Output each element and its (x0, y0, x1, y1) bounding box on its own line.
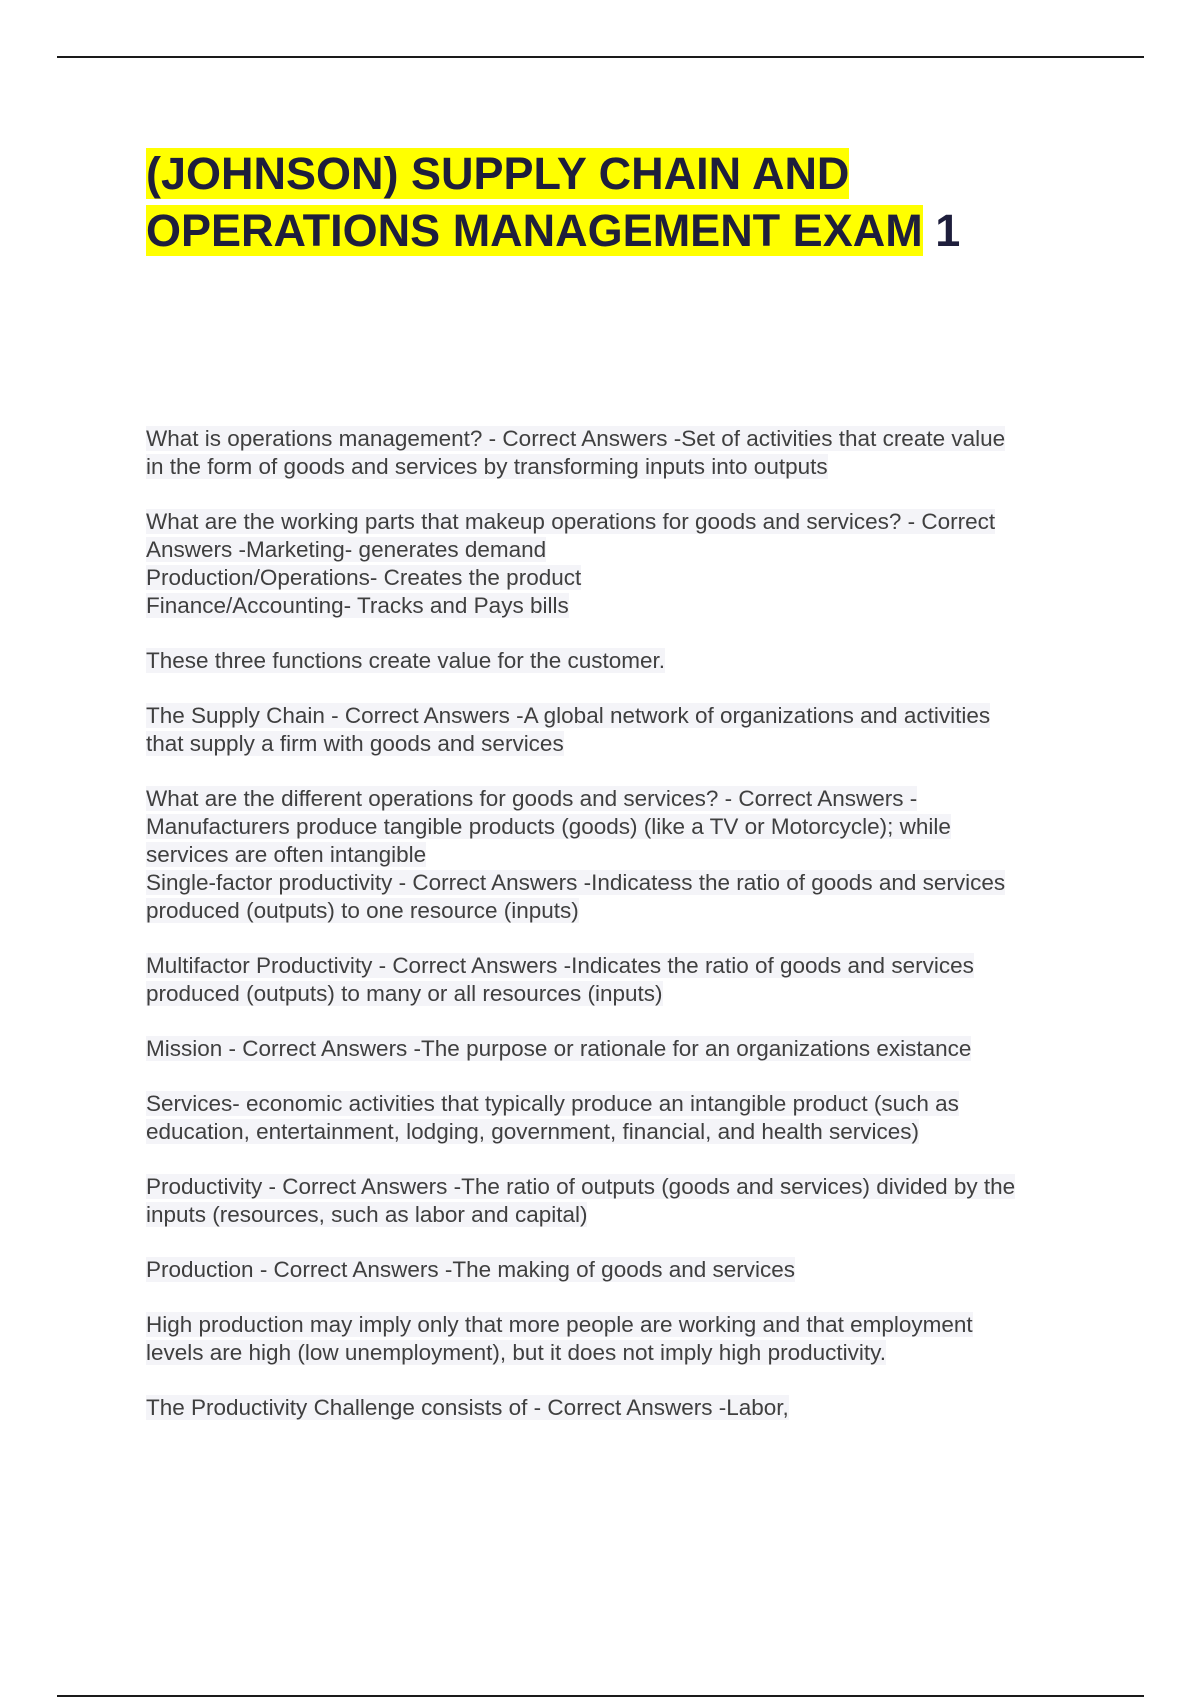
text-line: in the form of goods and services by transforming inputs into outputs (146, 454, 828, 479)
paragraph-supply-chain (146, 702, 1096, 758)
paragraph-productivity (146, 1173, 1096, 1229)
paragraph-different-operations (146, 785, 1096, 869)
paragraph-services (146, 1090, 1096, 1146)
text-line: inputs (resources, such as labor and capital) (146, 1202, 588, 1227)
title-highlight: (JOHNSON) SUPPLY CHAIN AND OPERATIONS MANAGEMENT EXAM (146, 148, 923, 256)
text-line: levels are high (low unemployment), but it does not imply high productivity. (146, 1340, 886, 1365)
paragraph-production (146, 1256, 1096, 1284)
text-line: These three functions create value for the customer. (146, 648, 666, 673)
text-line: Single-factor productivity - Correct Answers -Indicatess the ratio of goods and services (146, 870, 1006, 895)
document-body (146, 425, 1096, 1449)
paragraph-productivity-challenge (146, 1394, 1096, 1422)
text-line: The Productivity Challenge consists of - Correct Answers -Labor, (146, 1395, 789, 1420)
text-line: produced (outputs) to many or all resources (inputs) (146, 981, 663, 1006)
text-line: What is operations management? - Correct Answers -Set of activities that create value (146, 426, 1006, 451)
text-line: The Supply Chain - Correct Answers -A global network of organizations and activities (146, 703, 991, 728)
footer-rule (57, 1695, 1144, 1697)
paragraph-single-factor-productivity (146, 869, 1096, 925)
text-line: Manufacturers produce tangible products (goods) (like a TV or Motorcycle); while (146, 814, 951, 839)
text-line: Production/Operations- Creates the product (146, 565, 582, 590)
text-line: Finance/Accounting- Tracks and Pays bills (146, 593, 569, 618)
header-rule (57, 56, 1144, 58)
text-line: services are often intangible (146, 842, 427, 867)
text-line: What are the different operations for goods and services? - Correct Answers - (146, 786, 918, 811)
paragraph-mission (146, 1035, 1096, 1063)
text-line: that supply a firm with goods and services (146, 731, 564, 756)
text-line: What are the working parts that makeup operations for goods and services? - Correct (146, 509, 996, 534)
paragraph-high-production (146, 1311, 1096, 1367)
text-line: produced (outputs) to one resource (inputs) (146, 898, 579, 923)
text-line: Mission - Correct Answers -The purpose or rationale for an organizations existance (146, 1036, 972, 1061)
text-line: Answers -Marketing- generates demand (146, 537, 547, 562)
paragraph-three-functions (146, 647, 1096, 675)
text-line: Multifactor Productivity - Correct Answers -Indicates the ratio of goods and services (146, 953, 974, 978)
paragraph-working-parts (146, 508, 1096, 620)
text-line: High production may imply only that more people are working and that employment (146, 1312, 973, 1337)
document-title (146, 145, 1106, 259)
text-line: Services- economic activities that typically produce an intangible product (such as (146, 1091, 959, 1116)
text-line: Productivity - Correct Answers -The ratio of outputs (goods and services) divided by the (146, 1174, 1016, 1199)
paragraph-multifactor-productivity (146, 952, 1096, 1008)
title-suffix: 1 (922, 205, 961, 256)
paragraph-operations-management (146, 425, 1096, 481)
text-line: Production - Correct Answers -The making of goods and services (146, 1257, 796, 1282)
text-line: education, entertainment, lodging, government, financial, and health services) (146, 1119, 919, 1144)
